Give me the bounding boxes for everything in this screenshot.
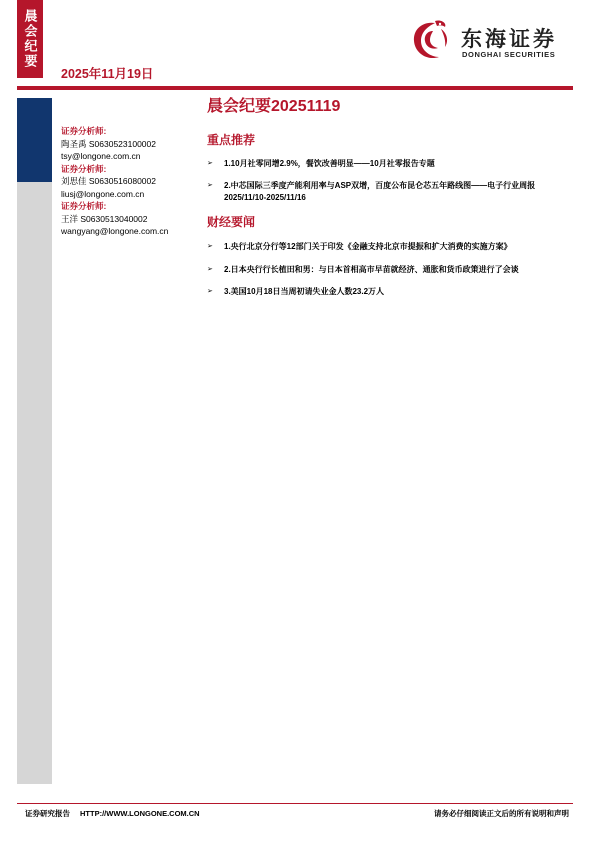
analyst-list	[61, 125, 168, 238]
analyst-email[interactable]: liusj@longone.com.cn	[61, 188, 145, 199]
analyst-entry	[61, 163, 168, 201]
footer-report-label: 证券研究报告	[25, 809, 70, 818]
footer-website-link[interactable]: HTTP://WWW.LONGONE.COM.CN	[80, 809, 200, 818]
analyst-name-id: 王洋 S0630513040002	[61, 213, 148, 224]
company-logo	[405, 17, 575, 65]
analyst-label: 证券分析师:	[61, 126, 107, 136]
report-type-label: 晨会纪要	[22, 9, 38, 69]
list-item-text: 2.日本央行行长植田和男：与日本首相高市早苗就经济、通胀和货币政策进行了会谈	[224, 265, 519, 274]
header-divider	[17, 86, 573, 90]
analyst-name-id: 陶圣禹 S0630523100002	[61, 138, 156, 149]
page-title: 晨会纪要20251119	[207, 98, 341, 115]
list-item-text: 2.中芯国际三季度产能利用率与ASP双增，百度公布昆仑芯五年路线图——电子行业周报2025/11/10-2025/11/16	[224, 181, 536, 202]
dragon-logo-icon	[405, 17, 457, 65]
analyst-email[interactable]: wangyang@longone.com.cn	[61, 226, 169, 236]
list-item[interactable]	[207, 286, 577, 298]
footer-left	[25, 808, 200, 819]
bullet-arrow-icon: ➢	[207, 243, 213, 250]
section-title-news: 财经要闻	[207, 215, 256, 229]
analyst-label: 证券分析师:	[61, 201, 107, 211]
analyst-entry	[61, 125, 168, 163]
analyst-entry	[61, 200, 168, 238]
analyst-name-id: 刘思佳 S0630516080002	[61, 176, 156, 186]
sidebar-accent-block	[17, 98, 52, 182]
logo-text-cn: 东海证券	[461, 28, 557, 51]
report-type-tab	[17, 0, 43, 78]
list-item-text: 1.央行北京分行等12部门关于印发《金融支持北京市提振和扩大消费的实施方案》	[224, 242, 512, 251]
bullet-arrow-icon: ➢	[207, 182, 213, 189]
list-item[interactable]	[207, 180, 577, 204]
list-item-text: 1.10月社零同增2.9%，餐饮改善明显——10月社零报告专题	[224, 159, 435, 168]
analyst-email[interactable]: tsy@longone.com.cn	[61, 151, 141, 161]
bullet-arrow-icon: ➢	[207, 160, 213, 167]
list-item[interactable]	[207, 158, 577, 170]
footer-divider	[17, 803, 573, 804]
report-date: 2025年11月19日	[61, 67, 154, 81]
list-item-text: 3.美国10月18日当周初请失业金人数23.2万人	[224, 287, 385, 296]
list-item[interactable]	[207, 241, 577, 253]
bullet-arrow-icon: ➢	[207, 266, 213, 273]
logo-text-en: DONGHAI SECURITIES	[462, 50, 556, 59]
list-item[interactable]	[207, 264, 577, 276]
left-sidebar	[17, 98, 52, 784]
footer-disclaimer: 请务必仔细阅读正文后的所有说明和声明	[434, 809, 569, 818]
analyst-label: 证券分析师:	[61, 163, 107, 174]
bullet-arrow-icon: ➢	[207, 288, 213, 295]
section-title-highlights: 重点推荐	[207, 133, 256, 147]
